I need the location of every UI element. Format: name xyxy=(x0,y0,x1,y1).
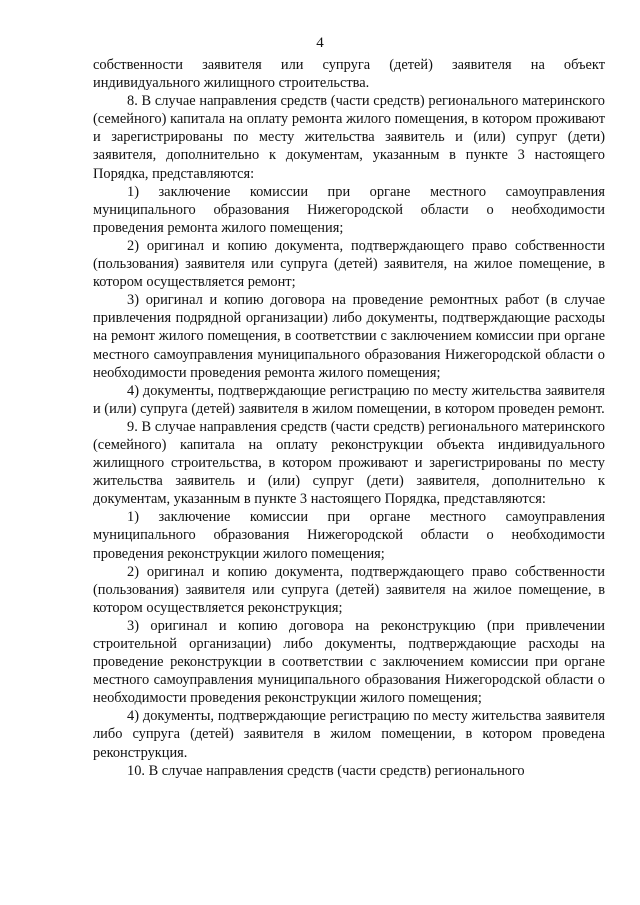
paragraph-item-9-3: 3) оригинал и копию договора на реконструкцию (при привлечении строительной организации) либо документы, подтверждающие расходы на проведение реконструкции в соответствии с заключением комиссии при органе местного самоуправления муниципального образования Нижегородской области о необходимости проведения реконструкции жилого помещения; xyxy=(93,617,605,707)
page-number: 4 xyxy=(316,35,324,51)
paragraph-item-9-1: 1) заключение комиссии при органе местного самоуправления муниципального образования Нижегородской области о необходимости проведения реконструкции жилого помещения; xyxy=(93,509,605,562)
paragraph-item-9: 9. В случае направления средств (части средств) регионального материнского (семейного) капитала на оплату реконструкции объекта индивидуального жилищного строительства, в котором проживают и зарегистрированы по месту жительства заявитель и (или) супруг (дети) заявителя, дополнительно к документам, указанным в пункте 3 настоящего Порядка, представляются: xyxy=(93,418,605,508)
paragraph-item-9-4: 4) документы, подтверждающие регистрацию по месту жительства заявителя либо супруга (детей) заявителя в жилом помещении, в котором проведена реконструкция. xyxy=(93,708,605,761)
paragraph-item-8-3: 3) оригинал и копию договора на проведение ремонтных работ (в случае привлечения подрядной организации) либо документы, подтверждающие расходы на ремонт жилого помещения, в соответствии с заключением комиссии при органе местного самоуправления муниципального образования Нижегородской области о необходимости проведения ремонта жилого помещения; xyxy=(93,292,605,381)
paragraph-item-8: 8. В случае направления средств (части средств) регионального материнского (семейного) капитала на оплату ремонта жилого помещения, в котором проживают и зарегистрированы по месту жительства заявитель и (или) супруг (дети) заявителя, дополнительно к документам, указанным в пункте 3 настоящего Порядка, представляются: xyxy=(93,93,605,182)
paragraph-item-8-1: 1) заключение комиссии при органе местного самоуправления муниципального образования Нижегородской области о необходимости проведения ремонта жилого помещения; xyxy=(93,183,605,236)
document-body xyxy=(93,56,605,780)
paragraph-item-10: 10. В случае направления средств (части средств) регионального xyxy=(127,762,525,779)
paragraph-continuation: собственности заявителя или супруга (детей) заявителя на объект индивидуального жилищного строительства. xyxy=(93,57,605,92)
paragraph-item-8-2: 2) оригинал и копию документа, подтверждающего право собственности (пользования) заявителя или супруга (детей) заявителя, на жилое помещение, в котором осуществляется ремонт; xyxy=(93,237,605,291)
paragraph-item-9-2: 2) оригинал и копию документа, подтверждающего право собственности (пользования) заявителя или супруга (детей) заявителя на жилое помещение, в котором осуществляется реконструкция; xyxy=(93,563,605,616)
paragraph-item-8-4: 4) документы, подтверждающие регистрацию по месту жительства заявителя и (или) супруга (детей) заявителя в жилом помещении, в котором проведен ремонт. xyxy=(93,382,605,417)
